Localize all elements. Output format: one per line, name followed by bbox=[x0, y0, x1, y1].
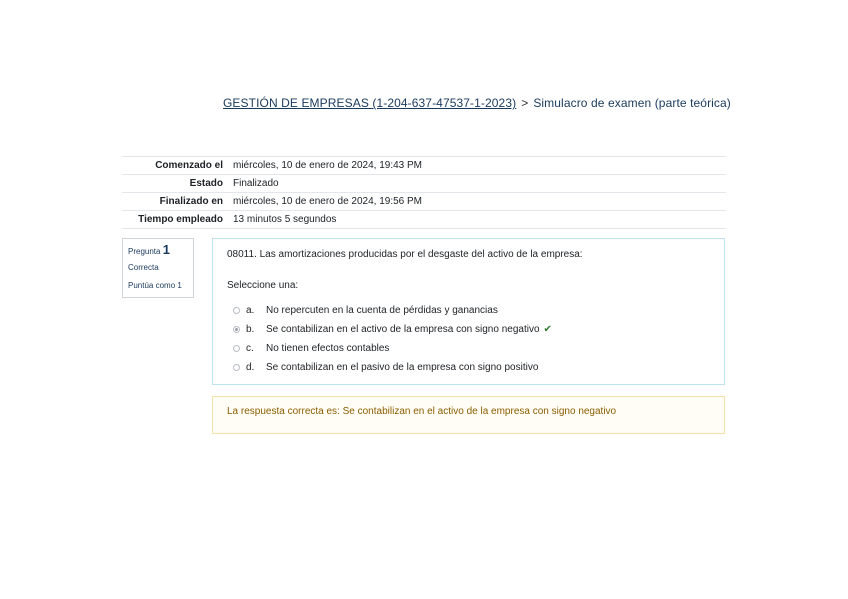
answer-letter: a. bbox=[246, 305, 255, 316]
breadcrumb-course-link[interactable]: GESTIÓN DE EMPRESAS (1-204-637-47537-1-2023) bbox=[223, 96, 517, 110]
question-number-row bbox=[128, 243, 193, 261]
summary-label: Estado bbox=[189, 178, 223, 189]
answer-text: No tienen efectos contables bbox=[266, 343, 390, 354]
breadcrumb-separator: > bbox=[521, 96, 529, 110]
question-state: Correcta bbox=[128, 263, 159, 272]
summary-row-started bbox=[122, 157, 726, 175]
summary-value: miércoles, 10 de enero de 2024, 19:43 PM bbox=[233, 160, 423, 171]
answer-text: No repercuten en la cuenta de pérdidas y ganancias bbox=[266, 305, 498, 316]
answer-option-d[interactable] bbox=[233, 358, 552, 377]
answer-letter: c. bbox=[246, 343, 254, 354]
correct-answer-feedback bbox=[212, 396, 725, 434]
summary-label: Tiempo empleado bbox=[138, 214, 223, 225]
answer-option-c[interactable] bbox=[233, 339, 552, 358]
summary-value: 13 minutos 5 segundos bbox=[233, 214, 337, 225]
answer-options bbox=[233, 301, 552, 377]
attempt-summary-table bbox=[122, 156, 726, 229]
summary-value: miércoles, 10 de enero de 2024, 19:56 PM bbox=[233, 196, 423, 207]
summary-row-time-taken bbox=[122, 211, 726, 229]
summary-row-state bbox=[122, 175, 726, 193]
summary-value: Finalizado bbox=[233, 178, 279, 189]
question-number: 1 bbox=[162, 242, 170, 257]
answer-letter: b. bbox=[246, 324, 255, 335]
radio-button[interactable] bbox=[233, 364, 240, 371]
feedback-text: La respuesta correcta es: Se contabilizan en el activo de la empresa con signo negativo bbox=[227, 406, 617, 417]
summary-row-finished bbox=[122, 193, 726, 211]
answer-letter: d. bbox=[246, 362, 255, 373]
summary-label: Comenzado el bbox=[155, 160, 223, 171]
correct-check-icon: ✔ bbox=[543, 324, 552, 335]
question-formulation bbox=[212, 238, 725, 385]
radio-button[interactable] bbox=[233, 345, 240, 352]
breadcrumb-current-page: Simulacro de examen (parte teórica) bbox=[533, 96, 731, 110]
answer-text: Se contabilizan en el activo de la empresa con signo negativo bbox=[266, 324, 540, 335]
question-text: 08011. Las amortizaciones producidas por el desgaste del activo de la empresa: bbox=[227, 249, 583, 260]
question-flag: Puntúa como 1 bbox=[128, 281, 182, 290]
breadcrumb bbox=[223, 96, 731, 110]
answer-option-b[interactable] bbox=[233, 320, 552, 339]
radio-button[interactable] bbox=[233, 307, 240, 314]
answer-prompt: Seleccione una: bbox=[227, 280, 299, 291]
answer-option-a[interactable] bbox=[233, 301, 552, 320]
summary-label: Finalizado en bbox=[159, 196, 223, 207]
question-label: Pregunta bbox=[128, 247, 161, 256]
radio-button-selected[interactable] bbox=[233, 326, 240, 333]
question-info-box bbox=[122, 238, 194, 298]
answer-text: Se contabilizan en el pasivo de la empresa con signo positivo bbox=[266, 362, 539, 373]
